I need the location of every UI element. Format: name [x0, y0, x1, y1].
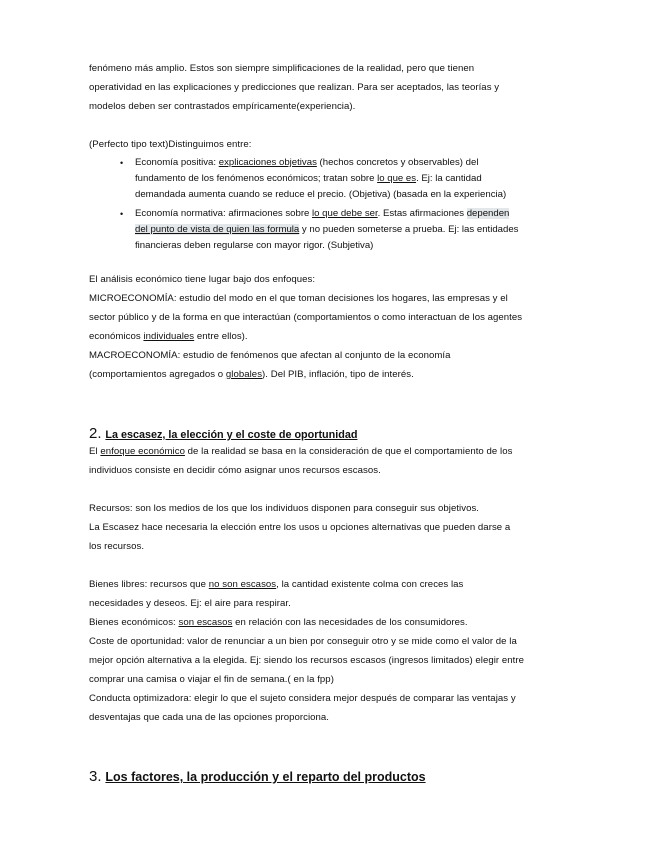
individuales-underlined: individuales — [143, 331, 195, 342]
normative-text: financieras deben regularse con mayor rigor. (Subjetiva) — [135, 240, 374, 251]
analysis-line-1: El análisis económico tiene lugar bajo dos enfoques: — [89, 274, 316, 285]
intro-line-3: modelos deben ser contrastados empíricamente(experiencia). — [89, 101, 356, 112]
analysis-line-3: sector público y de la forma en que interactúan (comportamientos o como interactuan de los agentes — [89, 312, 523, 323]
section-3-heading — [89, 767, 426, 786]
escasez-line-1: La Escasez hace necesaria la elección entre los usos u opciones alternativas que pueden darse a — [89, 522, 511, 533]
bienes-economicos-line: Bienes económicos: son escasos en relación con las necesidades de los consumidores. — [89, 617, 468, 628]
positive-label: Economía positiva: — [135, 157, 219, 168]
normative-text: y no pueden someterse a prueba. Ej: las entidades — [299, 224, 519, 235]
section-3-number: 3. — [89, 768, 102, 785]
escasez-line-2: los recursos. — [89, 541, 145, 552]
enfoque-underlined: enfoque económico — [100, 446, 185, 457]
analysis-line-5: MACROECONOMÍA: estudio de fenómenos que afectan al conjunto de la economía — [89, 350, 451, 361]
positive-text: (hechos concretos y observables) del — [316, 157, 479, 168]
son-escasos-underlined: son escasos — [178, 617, 233, 628]
positive-text: fundamento de los fenómenos económicos; tratan sobre — [135, 173, 378, 184]
normative-highlight: dependen — [466, 208, 510, 219]
normative-text: . Estas afirmaciones — [377, 208, 467, 219]
economy-types-list — [89, 155, 609, 254]
section-2-heading — [89, 424, 357, 444]
positive-text: . Ej: la cantidad — [416, 173, 482, 184]
list-item-positive — [89, 155, 609, 203]
conducta-line-1: Conducta optimizadora: elegir lo que el sujeto considera mejor después de comparar las ventajas y — [89, 693, 516, 704]
intro-line-1: fenómeno más amplio. Estos son siempre simplificaciones de la realidad, pero que tienen — [89, 63, 475, 74]
coste-line-3: comprar una camisa o viajar el fin de semana.( en la fpp) — [89, 674, 334, 685]
normative-underlined: lo que debe ser — [312, 208, 378, 219]
list-item-normative — [89, 206, 609, 254]
no-escasos-underlined: no son escasos — [208, 579, 277, 590]
positive-underlined: explicaciones objetivas — [218, 157, 317, 168]
coste-line-1: Coste de oportunidad: valor de renunciar a un bien por conseguir otro y se mide como el valor de la — [89, 636, 517, 647]
distinguish-line: (Perfecto tipo text)Distinguimos entre: — [89, 139, 252, 150]
analysis-line-6: (comportamientos agregados o globales). Del PIB, inflación, tipo de interés. — [89, 369, 414, 380]
intro-line-2: operatividad en las explicaciones y predicciones que realizan. Para ser aceptados, las teorías y — [89, 82, 500, 93]
section-2-line-1: El enfoque económico de la realidad se basa en la consideración de que el comportamiento de los — [89, 446, 513, 457]
normative-highlight: del punto de vista de quien las formula — [135, 224, 300, 235]
positive-text: demandada aumenta cuando se reduce el precio. (Objetiva) (basada en la experiencia) — [135, 189, 507, 200]
bullet-icon: • — [120, 158, 124, 168]
section-2-number: 2. — [89, 425, 102, 442]
conducta-line-2: desventajas que cada una de las opciones proporciona. — [89, 712, 329, 723]
bienes-libres-line-1: Bienes libres: recursos que no son escasos, la cantidad existente colma con creces las — [89, 579, 464, 590]
coste-line-2: mejor opción alternativa a la elegida. Ej: siendo los recursos escasos (ingresos limitados) elegir entre — [89, 655, 524, 666]
section-3-title: Los factores, la producción y el reparto del productos — [105, 770, 426, 784]
analysis-line-4: económicos individuales entre ellos). — [89, 331, 248, 342]
positive-underlined: lo que es — [377, 173, 417, 184]
globales-underlined: globales — [225, 369, 263, 380]
section-2-line-2: individuos consiste en decidir cómo asignar unos recursos escasos. — [89, 465, 381, 476]
bienes-libres-line-2: necesidades y deseos. Ej: el aire para respirar. — [89, 598, 291, 609]
normative-label: Economía normativa: afirmaciones sobre — [135, 208, 313, 219]
section-2-title: La escasez, la elección y el coste de oportunidad — [105, 429, 358, 441]
recursos-line: Recursos: son los medios de los que los individuos disponen para conseguir sus objetivos. — [89, 503, 480, 514]
analysis-line-2: MICROECONOMÍA: estudio del modo en el que toman decisiones los hogares, las empresas y el — [89, 293, 508, 304]
bullet-icon: • — [120, 209, 124, 219]
